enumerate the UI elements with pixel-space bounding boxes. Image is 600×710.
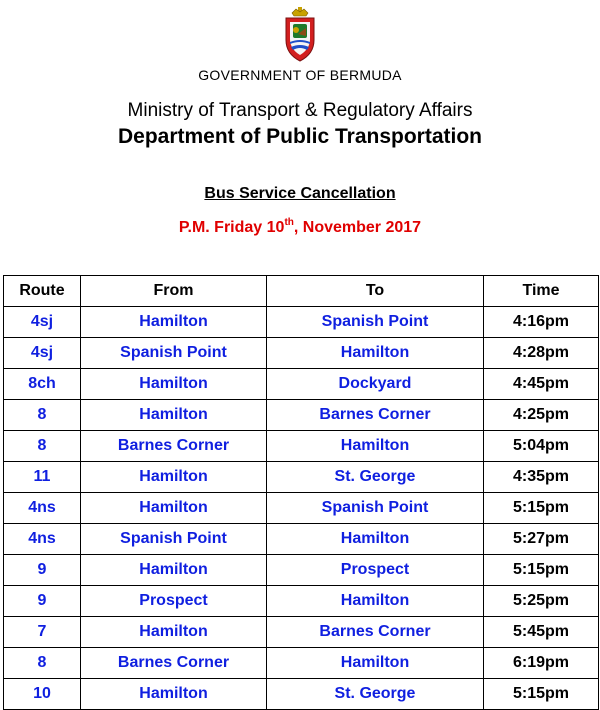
route-cell: 10 — [4, 679, 81, 710]
from-cell: Hamilton — [81, 679, 267, 710]
route-cell: 8ch — [4, 369, 81, 400]
time-cell: 5:27pm — [484, 524, 599, 555]
to-cell: Spanish Point — [267, 493, 484, 524]
from-cell: Hamilton — [81, 555, 267, 586]
table-row — [4, 338, 599, 369]
time-cell: 4:25pm — [484, 400, 599, 431]
to-header: To — [267, 276, 484, 307]
to-cell: Prospect — [267, 555, 484, 586]
cancellation-table — [3, 275, 599, 710]
to-cell: Hamilton — [267, 648, 484, 679]
from-cell: Prospect — [81, 586, 267, 617]
from-cell: Hamilton — [81, 369, 267, 400]
time-cell: 5:25pm — [484, 586, 599, 617]
table-header-row — [4, 276, 599, 307]
notice-date-suffix: , November 2017 — [293, 219, 422, 236]
to-cell: Barnes Corner — [267, 400, 484, 431]
to-cell: St. George — [267, 679, 484, 710]
notice-date-ordinal: th — [284, 217, 294, 228]
notice-date-prefix: P.M. Friday 10 — [178, 219, 285, 236]
table-row — [4, 307, 599, 338]
table-row — [4, 431, 599, 462]
notice-date — [0, 219, 600, 237]
time-cell: 5:15pm — [484, 679, 599, 710]
from-cell: Spanish Point — [81, 524, 267, 555]
table-row — [4, 617, 599, 648]
ministry-title: Ministry of Transport & Regulatory Affairs — [127, 100, 473, 121]
to-cell: Barnes Corner — [267, 617, 484, 648]
time-cell: 5:15pm — [484, 493, 599, 524]
table-row — [4, 369, 599, 400]
time-cell: 6:19pm — [484, 648, 599, 679]
from-header: From — [81, 276, 267, 307]
to-cell: Dockyard — [267, 369, 484, 400]
time-cell: 5:04pm — [484, 431, 599, 462]
table-row — [4, 462, 599, 493]
from-cell: Hamilton — [81, 462, 267, 493]
to-cell: Hamilton — [267, 431, 484, 462]
route-cell: 11 — [4, 462, 81, 493]
time-header: Time — [484, 276, 599, 307]
to-cell: Spanish Point — [267, 307, 484, 338]
bermuda-crest-icon — [278, 6, 322, 64]
from-cell: Barnes Corner — [81, 431, 267, 462]
time-cell: 4:16pm — [484, 307, 599, 338]
route-cell: 8 — [4, 400, 81, 431]
to-cell: Hamilton — [267, 586, 484, 617]
table-row — [4, 524, 599, 555]
route-cell: 8 — [4, 431, 81, 462]
time-cell: 4:45pm — [484, 369, 599, 400]
table-row — [4, 400, 599, 431]
route-header: Route — [4, 276, 81, 307]
government-title: GOVERNMENT OF BERMUDA — [198, 67, 402, 83]
from-cell: Spanish Point — [81, 338, 267, 369]
from-cell: Barnes Corner — [81, 648, 267, 679]
to-cell: St. George — [267, 462, 484, 493]
time-cell: 5:45pm — [484, 617, 599, 648]
from-cell: Hamilton — [81, 400, 267, 431]
table-row — [4, 679, 599, 710]
route-cell: 4sj — [4, 307, 81, 338]
time-cell: 5:15pm — [484, 555, 599, 586]
time-cell: 4:35pm — [484, 462, 599, 493]
notice-title: Bus Service Cancellation — [204, 185, 396, 202]
from-cell: Hamilton — [81, 493, 267, 524]
from-cell: Hamilton — [81, 617, 267, 648]
to-cell: Hamilton — [267, 524, 484, 555]
to-cell: Hamilton — [267, 338, 484, 369]
table-row — [4, 648, 599, 679]
department-title: Department of Public Transportation — [117, 125, 483, 148]
route-cell: 4ns — [4, 524, 81, 555]
route-cell: 9 — [4, 586, 81, 617]
table-row — [4, 555, 599, 586]
from-cell: Hamilton — [81, 307, 267, 338]
time-cell: 4:28pm — [484, 338, 599, 369]
route-cell: 4ns — [4, 493, 81, 524]
route-cell: 7 — [4, 617, 81, 648]
table-row — [4, 586, 599, 617]
route-cell: 8 — [4, 648, 81, 679]
route-cell: 9 — [4, 555, 81, 586]
table-row — [4, 493, 599, 524]
route-cell: 4sj — [4, 338, 81, 369]
